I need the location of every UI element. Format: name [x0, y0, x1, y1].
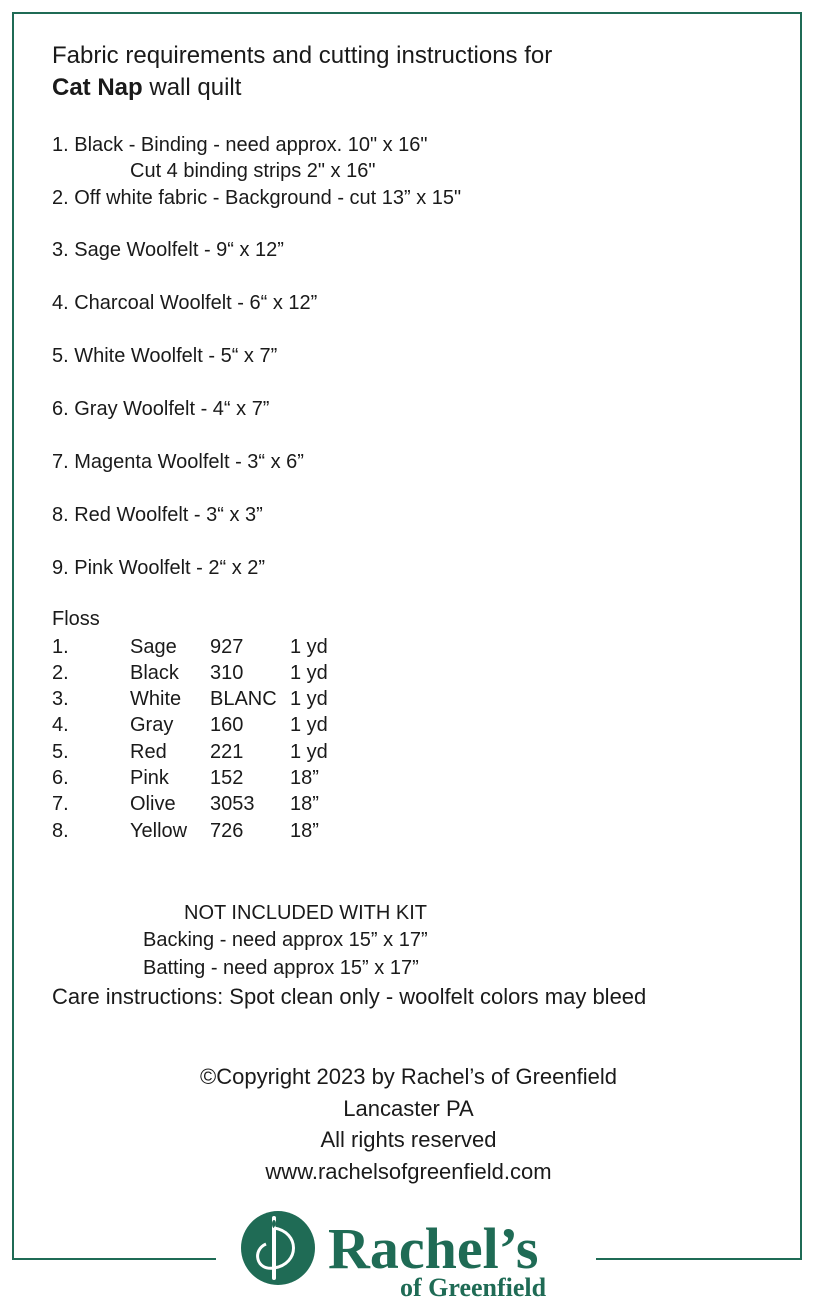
floss-code: 726	[210, 820, 244, 842]
floss-length: 1 yd	[290, 662, 328, 684]
floss-color: Yellow	[130, 820, 188, 842]
bottom-rule-left	[12, 1258, 216, 1260]
floss-code: 3053	[210, 793, 255, 815]
floss-color: Pink	[130, 767, 169, 789]
item-1-cut: Cut 4 binding strips 2" x 16"	[130, 160, 376, 182]
item-8: 8. Red Woolfelt - 3“ x 3”	[52, 504, 263, 526]
header-line: Fabric requirements and cutting instructions for	[52, 42, 553, 69]
floss-length: 18”	[290, 793, 319, 815]
backing-note: Backing - need approx 15” x 17”	[143, 929, 428, 951]
floss-code: 310	[210, 662, 244, 684]
quilt-type: wall quilt	[142, 74, 242, 101]
floss-length: 1 yd	[290, 714, 328, 736]
page-header	[52, 40, 552, 104]
floss-color: Red	[130, 741, 167, 763]
floss-length: 1 yd	[290, 741, 328, 763]
floss-title: Floss	[52, 608, 100, 630]
floss-num: 4.	[52, 714, 69, 736]
floss-length: 1 yd	[290, 688, 328, 710]
batting-note: Batting - need approx 15” x 17”	[143, 957, 419, 979]
floss-color: Black	[130, 662, 179, 684]
item-9: 9. Pink Woolfelt - 2“ x 2”	[52, 557, 266, 579]
needle-thread-icon	[241, 1211, 315, 1285]
company-logo	[240, 1210, 580, 1300]
logo-subtitle: of Greenfield	[400, 1273, 547, 1300]
floss-length: 1 yd	[290, 636, 328, 658]
floss-num: 7.	[52, 793, 69, 815]
floss-code: 221	[210, 741, 244, 763]
floss-num: 3.	[52, 688, 69, 710]
floss-code: 160	[210, 714, 244, 736]
floss-num: 5.	[52, 741, 69, 763]
logo-wordmark: Rachel’s	[328, 1216, 539, 1281]
logo-graphic	[240, 1210, 580, 1300]
care-instructions: Care instructions: Spot clean only - woolfelt colors may bleed	[52, 984, 647, 1009]
item-6: 6. Gray Woolfelt - 4“ x 7”	[52, 398, 270, 420]
bottom-rule-right	[596, 1258, 802, 1260]
floss-code: 927	[210, 636, 244, 658]
location-line: Lancaster PA	[343, 1096, 474, 1121]
item-1: 1. Black - Binding - need approx. 10" x 16"	[52, 134, 428, 156]
floss-num: 2.	[52, 662, 69, 684]
item-7: 7. Magenta Woolfelt - 3“ x 6”	[52, 451, 304, 473]
floss-color: Olive	[130, 793, 176, 815]
quilt-name: Cat Nap	[52, 74, 143, 101]
floss-color: Gray	[130, 714, 174, 736]
rights-line: All rights reserved	[320, 1127, 497, 1152]
item-4: 4. Charcoal Woolfelt - 6“ x 12”	[52, 292, 318, 314]
copyright-line: ©Copyright 2023 by Rachel’s of Greenfield	[200, 1064, 617, 1089]
website-link[interactable]: www.rachelsofgreenfield.com	[265, 1159, 552, 1184]
floss-color: Sage	[130, 636, 177, 658]
item-5: 5. White Woolfelt - 5“ x 7”	[52, 345, 278, 367]
floss-length: 18”	[290, 767, 319, 789]
floss-code: BLANC	[210, 688, 277, 710]
not-included-heading: NOT INCLUDED WITH KIT	[184, 902, 427, 924]
floss-num: 6.	[52, 767, 69, 789]
floss-code: 152	[210, 767, 244, 789]
floss-length: 18”	[290, 820, 319, 842]
item-2: 2. Off white fabric - Background - cut 13” x 15"	[52, 187, 462, 209]
floss-color: White	[130, 688, 182, 710]
floss-num: 1.	[52, 636, 69, 658]
floss-num: 8.	[52, 820, 69, 842]
item-3: 3. Sage Woolfelt - 9“ x 12”	[52, 239, 284, 261]
